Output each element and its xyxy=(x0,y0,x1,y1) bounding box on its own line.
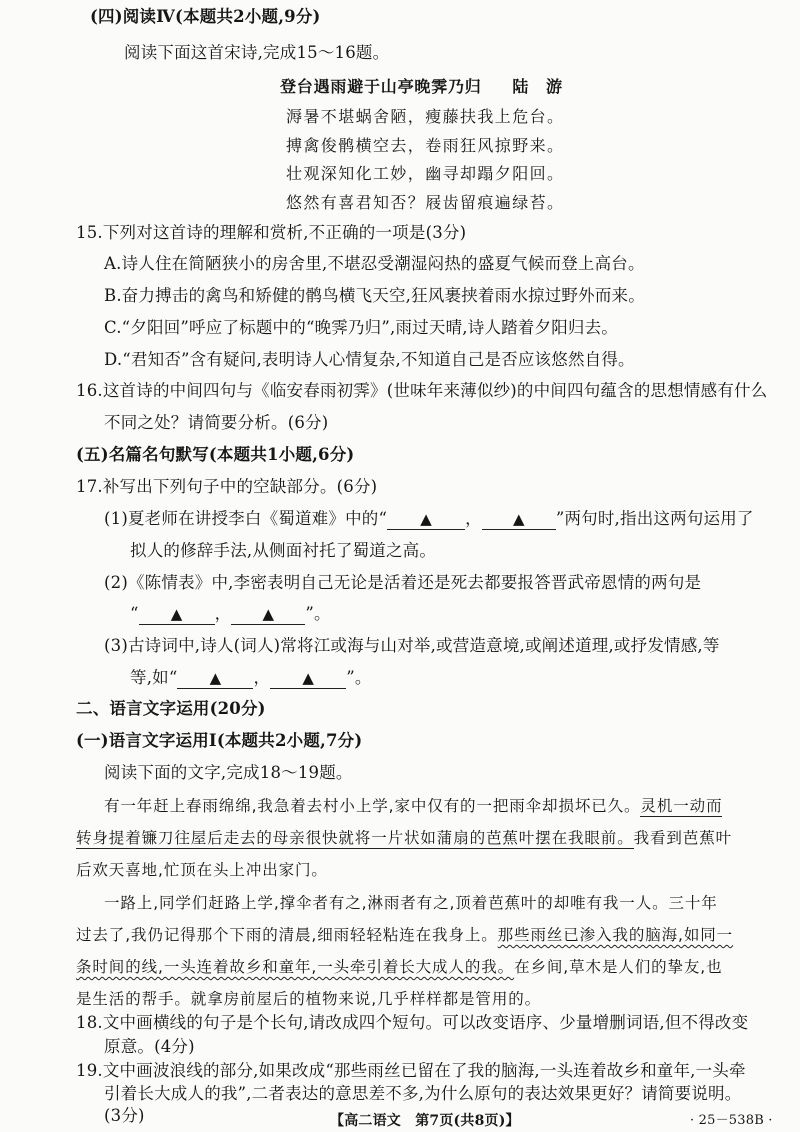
triangle-icon: ▲ xyxy=(209,669,222,687)
part2-sub-heading: (一)语言文字运用Ⅰ(本题共2小题,7分) xyxy=(76,731,363,750)
q16-line1: 16.这首诗的中间四句与《临安春雨初霁》(世味年来薄似纱)的中间四句蕴含的思想情感有什么 xyxy=(76,381,768,400)
wavy-underlined-sentence: 那些雨丝已渗入我的脑海,如同一 xyxy=(497,926,734,944)
footer-page-label: 【高二语文 第7页(共8页)】 xyxy=(330,1113,520,1129)
part2-instruction: 阅读下面的文字,完成18～19题。 xyxy=(104,763,353,782)
underlined-sentence: 转身提着镰刀往屋后走去的母亲很快就将一片状如蒲扇的芭蕉叶摆在我眼前。 xyxy=(76,829,634,847)
section4-heading: (四)阅读Ⅳ(本题共2小题,9分) xyxy=(90,7,321,26)
q17-part1-line2: 拟人的修辞手法,从侧面衬托了蜀道之高。 xyxy=(130,541,437,560)
passage-p1-line2 xyxy=(76,827,732,849)
passage-p2-line4: 是生活的帮手。就拿房前屋后的植物来说,几乎样样都是管用的。 xyxy=(76,990,542,1008)
poem-line: 悠然有喜君知否？屐齿留痕遍绿苔。 xyxy=(286,193,565,212)
passage-p1-line3: 后欢天喜地,忙顶在头上冲出家门。 xyxy=(76,861,328,879)
section5-heading: (五)名篇名句默写(本题共1小题,6分) xyxy=(76,445,355,464)
passage-text: 过去了,我仍记得那个下雨的清晨,细雨轻轻粘连在我身上。 xyxy=(76,926,498,944)
poem-line: 溽暑不堪蜗舍陋，瘦藤扶我上危台。 xyxy=(286,107,565,126)
passage-text: 在乡间,草木是人们的挚友,也 xyxy=(514,958,723,976)
q17-part2-line1: (2)《陈情表》中,李密表明自己无论是活着还是死去都要报答晋武帝恩情的两句是 xyxy=(104,573,702,592)
q19-line1: 19.文中画波浪线的部分,如果改成“那些雨丝已留在了我的脑海,一头连着故乡和童年,一头牵 xyxy=(76,1061,746,1080)
part2-heading: 二、语言文字运用(20分) xyxy=(76,699,266,718)
triangle-icon: ▲ xyxy=(170,605,183,623)
q15-option-d: D.“君知否”含有疑问,表明诗人心情复杂,不知道自己是否应该悠然自得。 xyxy=(104,350,635,369)
q15-option-c: C.“夕阳回”呼应了标题中的“晚霁乃归”,雨过天晴,诗人踏着夕阳归去。 xyxy=(104,318,619,337)
comma: ， xyxy=(253,668,271,687)
passage-p2-line2 xyxy=(76,924,733,946)
q19-line2: 引着长大成人的我”,二者表达的意思差不多,为什么原句的表达效果更好？请简要说明。 xyxy=(104,1084,742,1103)
answer-blank[interactable] xyxy=(270,668,346,689)
q15-option-a: A.诗人住在简陋狭小的房舍里,不堪忍受潮湿闷热的盛夏气候而登上高台。 xyxy=(104,254,645,273)
triangle-icon: ▲ xyxy=(262,605,275,623)
answer-blank[interactable] xyxy=(177,668,253,689)
q17-stem: 17.补写出下列句子中的空缺部分。(6分) xyxy=(76,477,378,496)
passage-p2-line3 xyxy=(76,956,723,978)
q18-line2: 原意。(4分) xyxy=(104,1037,195,1056)
q17-part3-open: 等,如“ xyxy=(130,668,178,687)
answer-blank[interactable] xyxy=(482,509,556,530)
answer-blank[interactable] xyxy=(139,604,215,625)
underlined-sentence: 灵机一动而 xyxy=(640,797,723,815)
close-quote: ”。 xyxy=(305,604,331,623)
poem-author: 陆 游 xyxy=(512,77,563,96)
triangle-icon: ▲ xyxy=(512,510,525,528)
q17-part3-line2 xyxy=(130,667,372,689)
open-quote: “ xyxy=(130,604,139,623)
comma: ， xyxy=(214,604,232,623)
q17-part1-line1 xyxy=(104,508,754,530)
triangle-icon: ▲ xyxy=(420,510,432,528)
comma: ， xyxy=(465,509,482,528)
poem-line: 壮观深知化工妙，幽寻却蹋夕阳回。 xyxy=(286,164,565,183)
passage-text: 我看到芭蕉叶 xyxy=(633,829,733,847)
passage-p2-line1: 一路上,同学们赶路上学,撑伞者有之,淋雨者有之,顶着芭蕉叶的却唯有我一人。三十年 xyxy=(104,894,718,912)
q19-line3: (3分) xyxy=(104,1106,145,1125)
close-quote: ”。 xyxy=(346,668,372,687)
q17-part1-tail: ”两句时,指出这两句运用了 xyxy=(555,509,754,528)
q17-part3-line1: (3)古诗词中,诗人(词人)常将江或海与山对举,或营造意境,或阐述道理,或抒发情感,等 xyxy=(104,636,720,655)
q17-part2-line2 xyxy=(130,603,331,625)
passage-p1-line1 xyxy=(104,795,722,817)
wavy-underlined-sentence: 条时间的线,一头连着故乡和童年,一头牵引着长大成人的我。 xyxy=(76,958,515,976)
poem-title-text: 登台遇雨避于山亭晚霁乃归 xyxy=(280,77,482,96)
passage-text: 有一年赶上春雨绵绵,我急着去村小上学,家中仅有的一把雨伞却损坏已久。 xyxy=(104,797,641,815)
q16-line2: 不同之处？请简要分析。(6分) xyxy=(104,413,329,432)
q15-option-b: B.奋力搏击的禽鸟和矫健的鹘鸟横飞天空,狂风裹挟着雨水掠过野外而来。 xyxy=(104,286,645,305)
q15-stem: 15.下列对这首诗的理解和赏析,不正确的一项是(3分) xyxy=(76,223,467,242)
q17-part1-text: (1)夏老师在讲授李白《蜀道难》中的“ xyxy=(104,509,388,528)
poem-line: 搏禽俊鹘横空去，卷雨狂风掠野来。 xyxy=(286,136,565,155)
answer-blank[interactable] xyxy=(231,604,305,625)
answer-blank[interactable] xyxy=(387,509,465,530)
section4-instruction: 阅读下面这首宋诗,完成15～16题。 xyxy=(124,43,390,62)
footer-code: · 25－538B · xyxy=(690,1113,773,1128)
triangle-icon: ▲ xyxy=(302,669,315,687)
poem-title xyxy=(280,76,563,98)
q18-line1: 18.文中画横线的句子是个长句,请改成四个短句。可以改变语序、少量增删词语,但不得改变 xyxy=(76,1013,749,1032)
